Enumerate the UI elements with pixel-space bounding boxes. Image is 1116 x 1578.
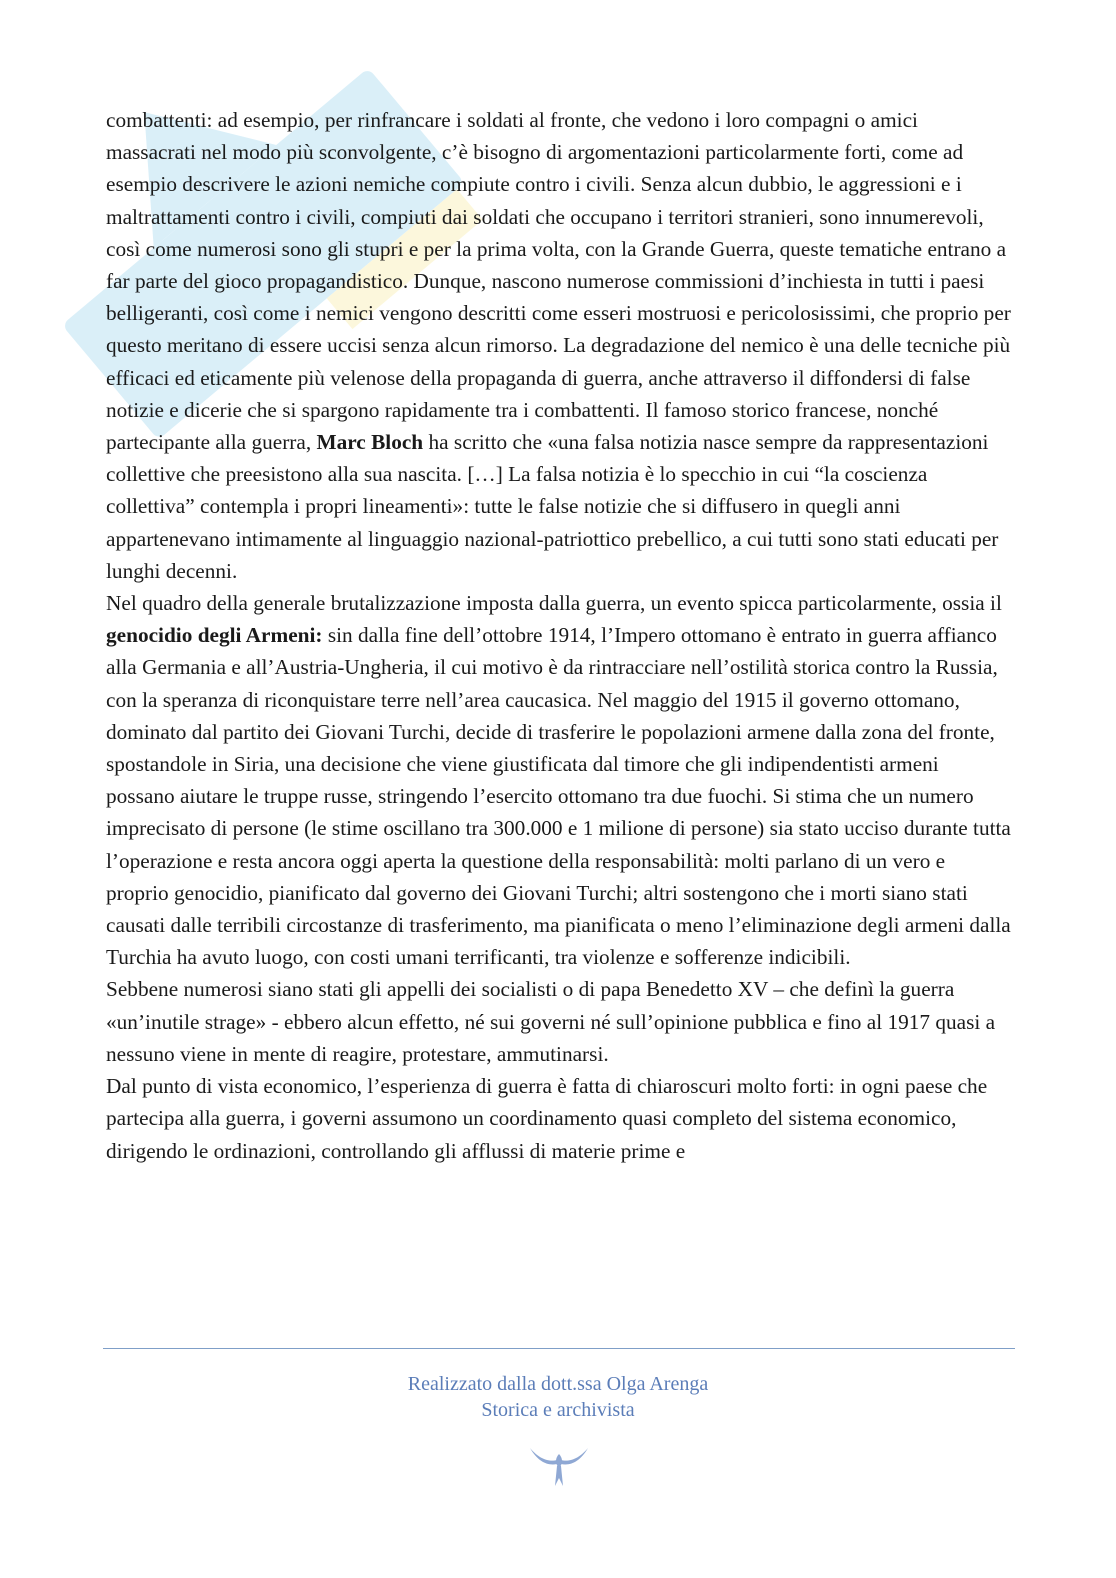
paragraph-4-text: Dal punto di vista economico, l’esperienza di guerra è fatta di chiaroscuri molto forti: in ogni paese che partecipa alla guerra, i governi assumono un coordinamento quasi completo del sistema economico, dirigendo le ordinazioni, controllando gli afflussi di materie prime e [106,1074,988,1163]
footer-author: Realizzato dalla dott.ssa Olga Arenga [407,1373,709,1395]
paragraph-4 [106,1070,1011,1167]
stylized-bird-icon [528,1442,590,1490]
paragraph-3-text: Sebbene numerosi siano stati gli appelli dei socialisti o di papa Benedetto XV – che definì la guerra «un’inutile strage» - ebbero alcun effetto, né sui governi né sull’opinione pubblica e fino al 1917 quasi a nessuno viene in mente di reagire, protestare, ammutinarsi. [106,977,996,1066]
paragraph-2 [106,587,1011,973]
paragraph-3 [106,973,1011,1070]
paragraph-2-text-1: Nel quadro della generale brutalizzazione imposta dalla guerra, un evento spicca particolarmente, ossia il [106,591,1002,616]
paragraph-1 [106,104,1011,587]
paragraph-2-text-2: sin dalla fine dell’ottobre 1914, l’Impero ottomano è entrato in guerra affianco alla Germania e all’Austria-Ungheria, il cui motivo è da rintracciare nell’ostilità storica contro la Russia, con la speranza di riconquistare terre nell’area caucasica. Nel maggio del 1915 il governo ottomano, dominato dal partito dei Giovani Turchi, decide di trasferire le popolazioni armene dalla zona del fronte, spostandole in Siria, una decisione che viene giustificata dal timore che gli indipendentisti armeni possano aiutare le truppe russe, stringendo l’esercito ottomano tra due fuochi. Si stima che un numero imprecisato di persone (le stime oscillano tra 300.000 e 1 milione di persone) sia stato ucciso durante tutta l’operazione e resta ancora oggi aperta la questione della responsabilità: molti parlano di un vero e proprio genocidio, pianificato dal governo dei Giovani Turchi; altri sostengono che i morti siano stati causati dalle terribili circostanze di trasferimento, ma pianificata o meno l’eliminazione degli armeni dalla Turchia ha avuto luogo, con costi umani terrificanti, tra violenze e sofferenze indicibili. [106,623,1011,970]
paragraph-1-text-1: combattenti: ad esempio, per rinfrancare i soldati al fronte, che vedono i loro compagni o amici massacrati nel modo più sconvolgente, c’è bisogno di argomentazioni particolarmente forti, come ad esempio descrivere le azioni nemiche compiute contro i civili. Senza alcun dubbio, le aggressioni e i maltrattamenti contro i civili, compiuti dai soldati che occupano i territori stranieri, sono innumerevoli, così come numerosi sono gli stupri e per la prima volta, con la Grande Guerra, queste tematiche entrano a far parte del gioco propagandistico. Dunque, nascono numerose commissioni d’inchiesta in tutti i paesi belligeranti, così come i nemici vengono descritti come esseri mostruosi e pericolosissimi, che proprio per questo meritano di essere uccisi senza alcun rimorso. La degradazione del nemico è una delle tecniche più efficaci ed eticamente più velenose della propaganda di guerra, anche attraverso il diffondersi di false notizie e dicerie che si spargono rapidamente tra i combattenti. Il famoso storico francese, nonché partecipante alla guerra, [106,108,1011,455]
footer-role: Storica e archivista [481,1399,635,1421]
paragraph-2-bold-genocidio: genocidio degli Armeni: [106,623,323,648]
document-body [106,104,1011,1167]
paragraph-1-bold-marc-bloch: Marc Bloch [316,430,424,455]
paragraph-1-text-2: ha scritto che «una falsa notizia nasce sempre da rappresentazioni collettive che preesistono alla sua nascita. […] La falsa notizia è lo specchio in cui “la coscienza collettiva” contempla i propri lineamenti»: tutte le false notizie che si diffusero in quegli anni appartenevano intimamente al linguaggio nazional-patriottico prebellico, a cui tutti sono stati educati per lunghi decenni. [106,430,999,583]
footer-divider [103,1348,1015,1349]
